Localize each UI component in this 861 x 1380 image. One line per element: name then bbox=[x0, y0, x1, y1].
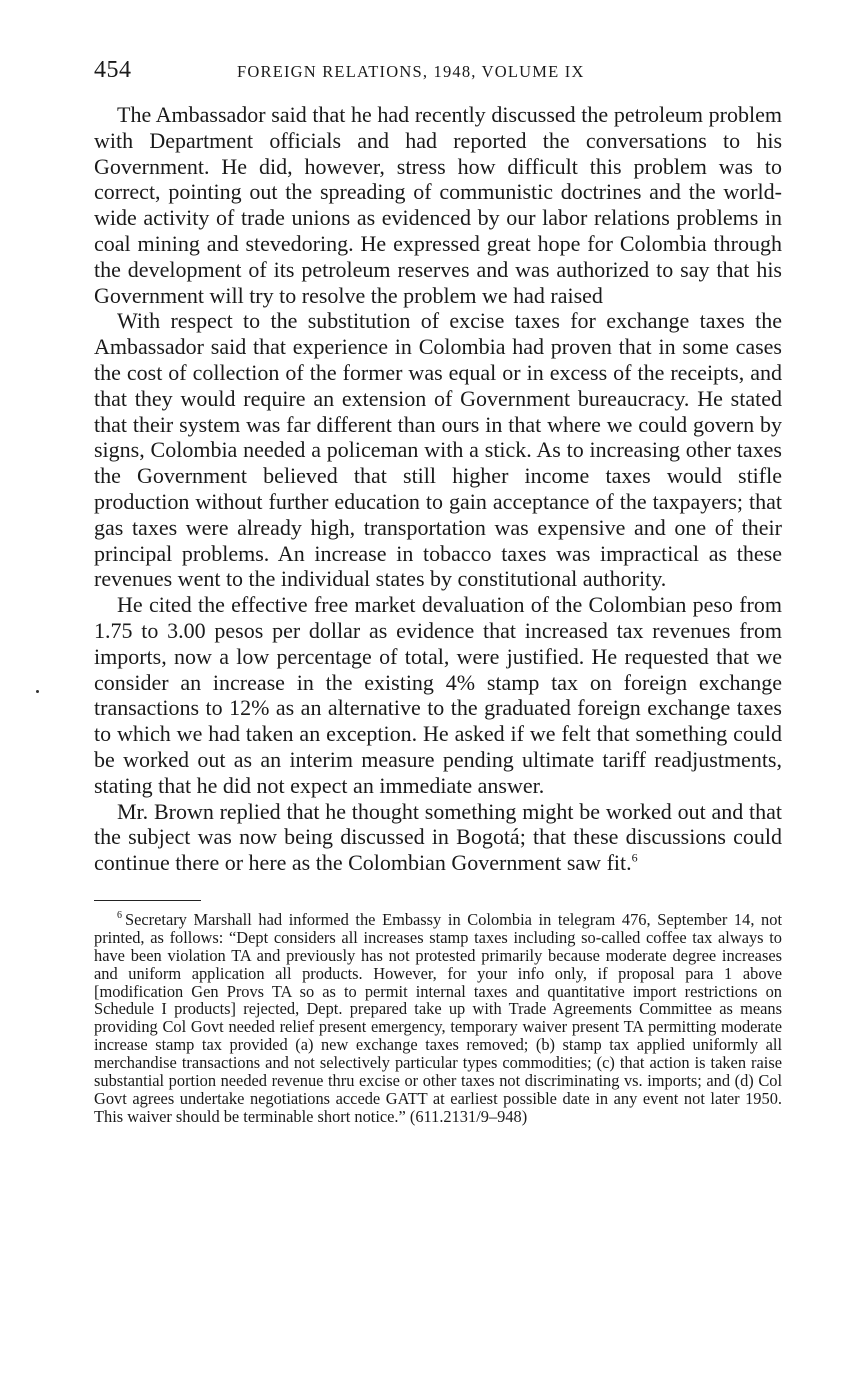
paragraph: The Ambassador said that he had recently discussed the petroleum problem with Department officials and had reported the conversations to his Government. He did, however, stress how difficult this problem was to correct, pointing out the spreading of communistic doctrines and the world-wide activity of trade unions as evidenced by our labor relations problems in coal mining and stevedoring. He expressed great hope for Colombia through the development of its petroleum reserves and was authorized to say that his Government will try to resolve the problem we had raised bbox=[94, 102, 782, 308]
page-number: 454 bbox=[94, 57, 132, 83]
footnote-paragraph bbox=[94, 911, 782, 1126]
paragraph: With respect to the substitution of excise taxes for exchange taxes the Ambassador said that experience in Colombia had proven that in some cases the cost of collection of the former was equal or in excess of the receipts, and that they would require an extension of Government bureaucracy. He stated that their system was far different than ours in that where we could govern by signs, Colombia needed a policeman with a stick. As to increasing other taxes the Government believed that still higher income taxes would stifle production without further education to gain acceptance of the taxpayers; that gas taxes were already high, transportation was expensive and one of their principal problems. An increase in tobacco taxes was impractical as these revenues went to the individual states by constitutional authority. bbox=[94, 308, 782, 592]
running-title: FOREIGN RELATIONS, 1948, VOLUME IX bbox=[237, 62, 585, 81]
margin-mark bbox=[36, 690, 39, 693]
paragraph-with-footnote bbox=[94, 799, 782, 876]
paragraph: He cited the effective free market devaluation of the Colombian peso from 1.75 to 3.00 pesos per dollar as evidence that increased tax revenues from imports, now a low percentage of total, were justified. He requested that we consider an increase in the existing 4% stamp tax on foreign exchange transactions to 12% as an alternative to the graduated foreign exchange taxes to which we had taken an exception. He asked if we felt that something could be worked out as an interim measure pending ultimate tariff readjustments, stating that he did not expect an immediate answer. bbox=[94, 592, 782, 798]
footnote-reference: 6 bbox=[631, 850, 638, 865]
footnote bbox=[94, 911, 782, 1126]
footnote-marker: 6 bbox=[117, 910, 122, 922]
running-head bbox=[94, 52, 782, 88]
body-text bbox=[94, 102, 782, 876]
document-page bbox=[94, 52, 782, 1126]
paragraph-text: Mr. Brown replied that he thought something might be worked out and that the subject was now being discussed in Bogotá; that these discussions could continue there or here as the Colombian Government saw fit. bbox=[94, 798, 782, 876]
footnote-text: Secretary Marshall had informed the Embassy in Colombia in telegram 476, September 14, not printed, as follows: “Dept considers all increases stamp taxes including so-called coffee tax always to have been violation TA and previously has not protested primarily because moderate degree increases and uniform application all products. However, for your info only, if proposal para 1 above [modification Gen Provs TA so as to permit internal taxes and quantitative import restrictions on Schedule I products] rejected, Dept. prepared take up with Trade Agreements Committee as means providing Col Govt needed relief present emergency, temporary waiver present TA permitting moderate increase stamp tax provided (a) new exchange taxes removed; (b) stamp tax applied uniformly all merchandise transactions and not selectively particular types commodities; (c) that action is taken raise substantial portion needed revenue thru excise or other taxes not discriminating vs. imports; and (d) Col Govt agrees undertake negotiations accede GATT at earliest possible date in any event not later 1950. This waiver should be terminable short notice.” (611.2131/9–948) bbox=[94, 909, 782, 1126]
footnote-divider bbox=[94, 900, 201, 901]
